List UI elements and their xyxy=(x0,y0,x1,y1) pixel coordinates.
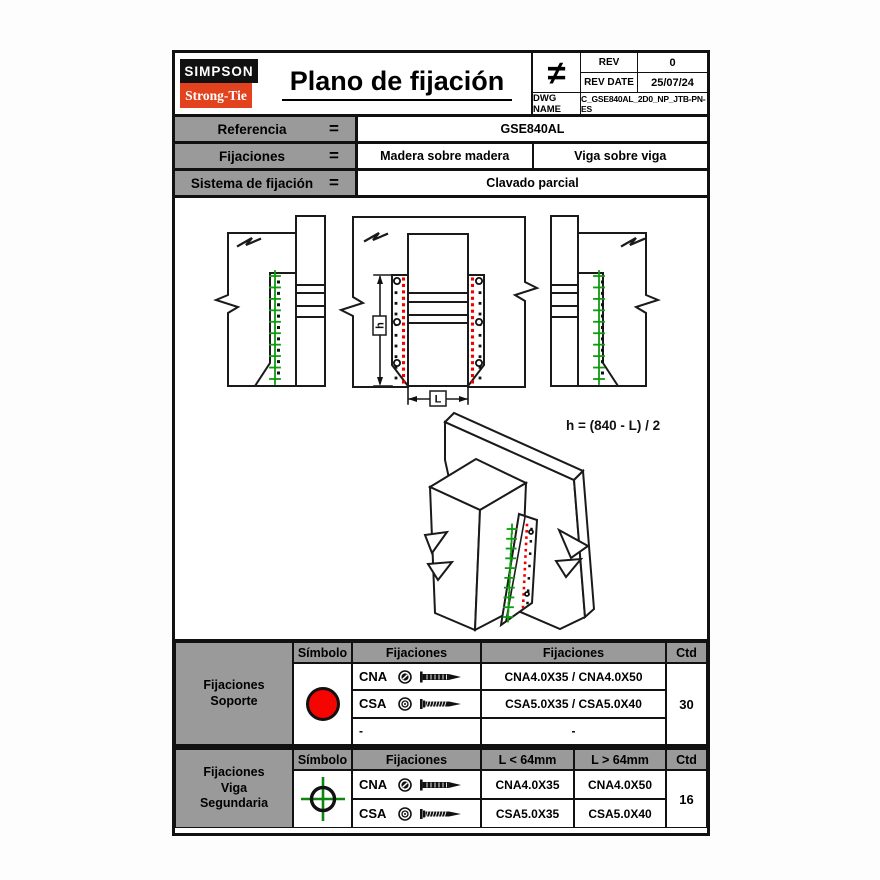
reference-row xyxy=(175,117,707,144)
screw-profile-icon xyxy=(419,697,467,711)
col-header-ctd: Ctd xyxy=(666,749,707,770)
fixing-system-value: Clavado parcial xyxy=(486,176,579,190)
cna-gt-value: CNA4.0X50 xyxy=(574,770,666,799)
csa-code: CSA xyxy=(359,696,387,712)
cna-fixing-cell xyxy=(352,770,481,799)
dwg-name-value: C_GSE840AL_2D0_NP_JTB-PN-ES xyxy=(581,94,706,114)
cna-fixing-values: CNA4.0X35 / CNA4.0X50 xyxy=(481,663,666,690)
nail-profile-icon xyxy=(419,778,467,792)
right-side-view xyxy=(551,216,658,386)
nail-dots xyxy=(601,281,604,375)
green-crosshair-symbol-icon xyxy=(296,775,350,823)
rev-date-value: 25/07/24 xyxy=(637,73,707,93)
revision-block xyxy=(531,53,707,114)
isometric-view xyxy=(425,413,594,630)
dimension-L xyxy=(408,386,468,406)
empty-fixing-values: - xyxy=(481,718,666,745)
rev-label: REV xyxy=(580,53,637,73)
reference-value: GSE840AL xyxy=(500,122,565,136)
not-equal-icon: ≠ xyxy=(533,53,580,93)
support-fixing-marks-left xyxy=(402,277,405,383)
title-block xyxy=(175,53,707,117)
equals-icon: = xyxy=(329,146,339,165)
nail-profile-icon xyxy=(419,670,467,684)
fixings-label-cell xyxy=(175,144,358,168)
support-symbol-cell xyxy=(293,663,352,745)
sheet-title xyxy=(263,53,531,114)
screw-head-icon xyxy=(397,806,413,822)
csa-code: CSA xyxy=(359,806,387,821)
fixings-value-2: Viga sobre viga xyxy=(532,144,708,168)
break-mark-icon xyxy=(622,238,644,246)
nail-dots xyxy=(277,281,280,375)
dim-h-label: h xyxy=(374,322,387,329)
hanger-right-flange xyxy=(468,275,484,386)
fixing-plan-drawing xyxy=(175,198,707,639)
col-header-symbol: Símbolo xyxy=(293,642,352,663)
fixing-system-row xyxy=(175,171,707,198)
break-mark-icon xyxy=(238,238,260,246)
equals-icon: = xyxy=(329,173,339,192)
csa-fixing-values: CSA5.0X35 / CSA5.0X40 xyxy=(481,690,666,717)
cna-code: CNA xyxy=(359,777,388,792)
logo-strongtie: Strong-Tie xyxy=(180,83,252,108)
red-circle-symbol-icon xyxy=(306,687,340,721)
fixings-label: Fijaciones xyxy=(218,148,286,164)
drawing-sheet xyxy=(172,50,710,836)
dimension-h xyxy=(373,275,392,386)
col-header-l-lt-64: L < 64mm xyxy=(481,749,574,770)
col-header-fixings: Fijaciones xyxy=(352,642,481,663)
secondary-beam-fixings-table xyxy=(175,749,707,828)
page-title: Plano de fijación xyxy=(282,66,513,101)
simpson-strongtie-logo xyxy=(175,53,263,114)
col-header-l-gt-64: L > 64mm xyxy=(574,749,666,770)
hanger-left-flange xyxy=(392,275,408,386)
nail-head-icon xyxy=(397,777,413,793)
cna-lt-value: CNA4.0X35 xyxy=(481,770,574,799)
bolt-holes-left xyxy=(394,278,400,366)
logo-simpson: SIMPSON xyxy=(180,59,258,83)
rev-value: 0 xyxy=(637,53,707,73)
screw-head-icon xyxy=(397,696,413,712)
fixing-system-label: Sistema de fijación xyxy=(190,175,314,191)
cna-fixing-cell xyxy=(352,663,481,690)
left-side-view xyxy=(216,216,325,386)
fixings-row xyxy=(175,144,707,171)
fixing-system-label-cell xyxy=(175,171,358,195)
secondary-qty: 16 xyxy=(666,770,707,828)
secondary-symbol-cell xyxy=(293,770,352,828)
technical-drawing-area xyxy=(175,198,707,642)
dim-L-label: L xyxy=(434,393,442,406)
col-header-ctd: Ctd xyxy=(666,642,707,663)
height-formula: h = (840 - L) / 2 xyxy=(566,418,661,433)
empty-fixing-cell: - xyxy=(352,718,481,745)
support-qty: 30 xyxy=(666,663,707,745)
bolt-holes-right xyxy=(476,278,482,366)
equals-icon: = xyxy=(329,119,339,138)
csa-fixing-cell xyxy=(352,690,481,717)
cna-code: CNA xyxy=(359,669,388,685)
rev-date-label: REV DATE xyxy=(580,73,637,93)
fixings-value-1: Madera sobre madera xyxy=(380,149,510,163)
reference-label-cell xyxy=(175,117,358,141)
csa-fixing-cell xyxy=(352,799,481,828)
col-header-fixings: Fijaciones xyxy=(481,642,666,663)
screw-profile-icon xyxy=(419,807,467,821)
nail-head-icon xyxy=(397,669,413,685)
support-table-label: Fijaciones Soporte xyxy=(175,642,293,745)
break-mark-icon xyxy=(365,233,387,241)
front-view xyxy=(341,217,537,406)
col-header-symbol: Símbolo xyxy=(293,749,352,770)
col-header-fixings: Fijaciones xyxy=(352,749,481,770)
csa-lt-value: CSA5.0X35 xyxy=(481,799,574,828)
csa-gt-value: CSA5.0X40 xyxy=(574,799,666,828)
secondary-table-label: Fijaciones Viga Segundaria xyxy=(175,749,293,828)
support-fixing-marks-right xyxy=(471,277,474,383)
dwg-name-label: DWG NAME xyxy=(533,93,561,115)
reference-label: Referencia xyxy=(217,121,287,137)
support-fixings-table xyxy=(175,642,707,749)
